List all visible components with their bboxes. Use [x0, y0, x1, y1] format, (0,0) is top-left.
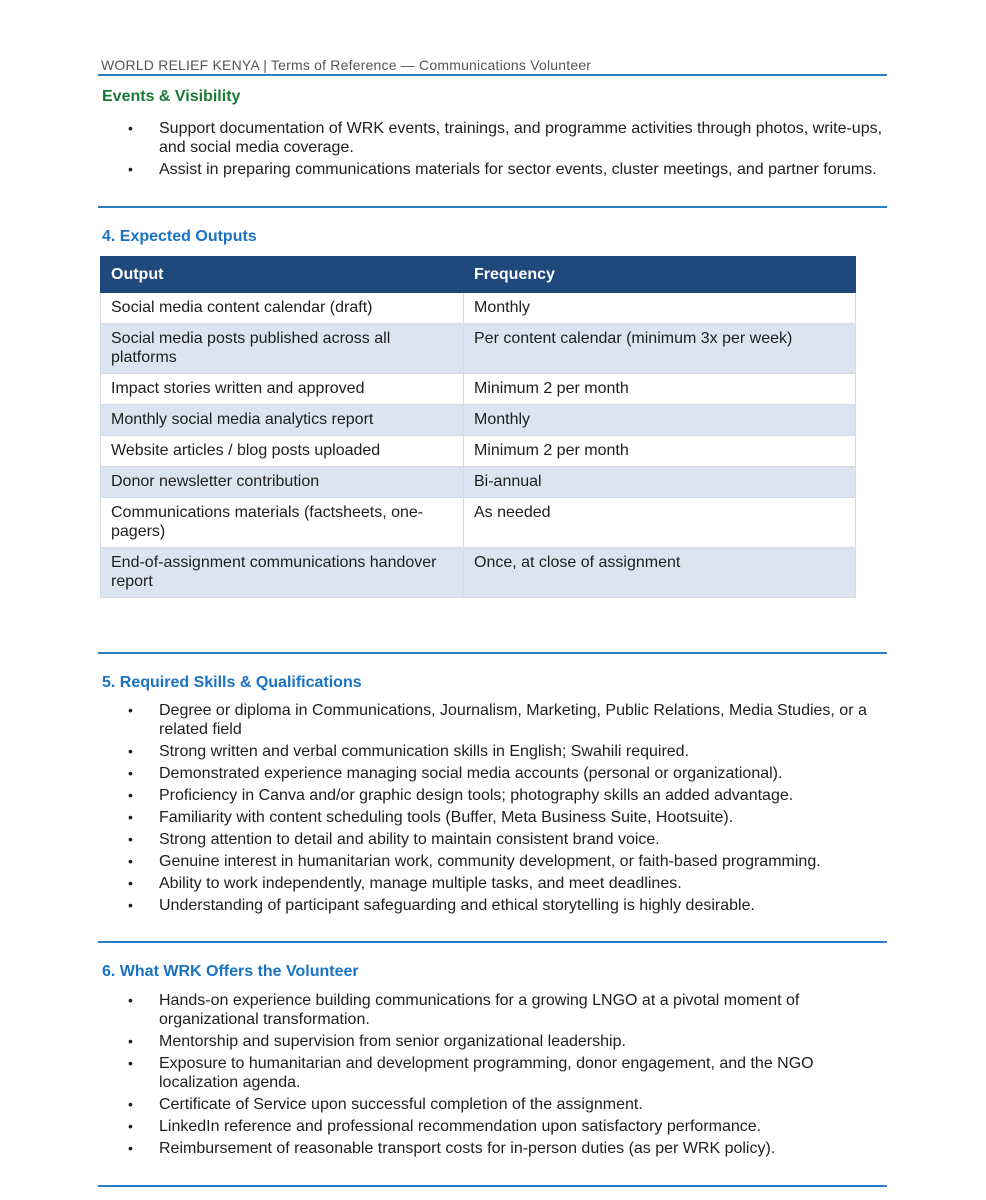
output-cell: Communications materials (factsheets, one-pagers): [101, 498, 464, 548]
table-row: [101, 548, 856, 598]
section-divider: [98, 941, 887, 943]
list-item: • Degree or diploma in Communications, Journalism, Marketing, Public Relations, Media Studies, or a related field: [128, 701, 888, 739]
required-skills-heading: 5. Required Skills & Qualifications: [102, 674, 362, 691]
list-item: • Genuine interest in humanitarian work, community development, or faith-based programming.: [128, 852, 888, 871]
list-item: • Reimbursement of reasonable transport costs for in-person duties (as per WRK policy).: [128, 1139, 888, 1158]
list-item: • Support documentation of WRK events, trainings, and programme activities through photos, write-ups, and social media coverage.: [128, 119, 888, 157]
frequency-cell: Bi-annual: [464, 467, 856, 498]
table-row: [101, 405, 856, 436]
frequency-cell: Monthly: [464, 405, 856, 436]
section-divider: [98, 206, 887, 208]
output-cell: End-of-assignment communications handover report: [101, 548, 464, 598]
list-item: • Assist in preparing communications materials for sector events, cluster meetings, and partner forums.: [128, 160, 888, 179]
output-cell: Social media content calendar (draft): [101, 293, 464, 324]
header-divider: [98, 74, 887, 76]
section-divider: [98, 652, 887, 654]
skills-bullet-list: [128, 701, 888, 915]
frequency-cell: Monthly: [464, 293, 856, 324]
running-header: WORLD RELIEF KENYA | Terms of Reference — Communications Volunteer: [101, 57, 592, 73]
column-header-frequency: Frequency: [464, 257, 856, 293]
table-row: [101, 324, 856, 374]
output-cell: Social media posts published across all platforms: [101, 324, 464, 374]
expected-outputs-table: [100, 256, 856, 598]
frequency-cell: Per content calendar (minimum 3x per week): [464, 324, 856, 374]
output-cell: Monthly social media analytics report: [101, 405, 464, 436]
output-cell: Impact stories written and approved: [101, 374, 464, 405]
table-header-row: [101, 257, 856, 293]
table-row: [101, 374, 856, 405]
wrk-offers-heading: 6. What WRK Offers the Volunteer: [102, 963, 359, 980]
list-item: • Mentorship and supervision from senior organizational leadership.: [128, 1032, 888, 1051]
table-row: [101, 436, 856, 467]
list-item: • LinkedIn reference and professional recommendation upon satisfactory performance.: [128, 1117, 888, 1136]
events-visibility-heading: Events & Visibility: [102, 88, 241, 105]
output-cell: Donor newsletter contribution: [101, 467, 464, 498]
frequency-cell: Once, at close of assignment: [464, 548, 856, 598]
list-item: • Ability to work independently, manage multiple tasks, and meet deadlines.: [128, 874, 888, 893]
list-item: • Proficiency in Canva and/or graphic design tools; photography skills an added advantage.: [128, 786, 888, 805]
table-row: [101, 467, 856, 498]
frequency-cell: As needed: [464, 498, 856, 548]
list-item: • Strong attention to detail and ability to maintain consistent brand voice.: [128, 830, 888, 849]
list-item: • Exposure to humanitarian and development programming, donor engagement, and the NGO localization agenda.: [128, 1054, 888, 1092]
frequency-cell: Minimum 2 per month: [464, 436, 856, 467]
table-row: [101, 498, 856, 548]
list-item: • Strong written and verbal communication skills in English; Swahili required.: [128, 742, 888, 761]
expected-outputs-heading: 4. Expected Outputs: [102, 228, 257, 245]
list-item: • Certificate of Service upon successful completion of the assignment.: [128, 1095, 888, 1114]
column-header-output: Output: [101, 257, 464, 293]
footer-divider: [98, 1185, 887, 1187]
table-row: [101, 293, 856, 324]
events-bullet-list: [128, 119, 888, 179]
list-item: • Demonstrated experience managing social media accounts (personal or organizational).: [128, 764, 888, 783]
offers-bullet-list: [128, 991, 888, 1158]
frequency-cell: Minimum 2 per month: [464, 374, 856, 405]
list-item: • Familiarity with content scheduling tools (Buffer, Meta Business Suite, Hootsuite).: [128, 808, 888, 827]
list-item: • Understanding of participant safeguarding and ethical storytelling is highly desirable.: [128, 896, 888, 915]
output-cell: Website articles / blog posts uploaded: [101, 436, 464, 467]
list-item: • Hands-on experience building communications for a growing LNGO at a pivotal moment of organizational transformation.: [128, 991, 888, 1029]
